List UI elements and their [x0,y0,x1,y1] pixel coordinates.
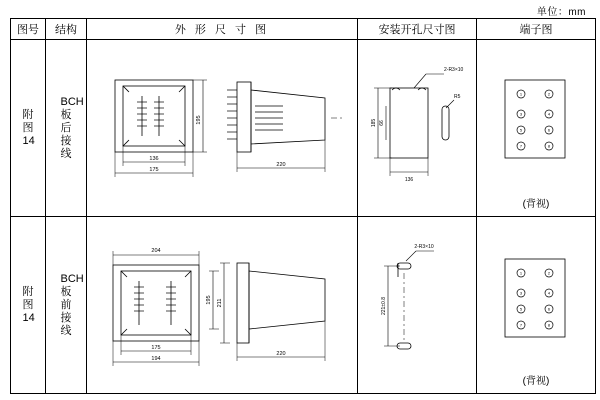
row-2-rear-view-note: (背视) [522,376,550,387]
row-1-mounting-svg [358,40,474,216]
header-cell-structure: 结构 [46,19,87,40]
svg-text:5: 5 [519,127,523,133]
header-row [11,19,596,40]
svg-text:7: 7 [519,322,523,328]
dimension-table [10,18,596,394]
row-1-dim-height-195: 195 [196,115,202,125]
row-1-mounting-drawing [358,40,477,217]
table-body [11,40,596,394]
svg-text:2: 2 [547,270,551,276]
row-2-dim-194: 194 [151,356,161,362]
svg-text:1: 1 [519,91,523,97]
svg-text:5: 5 [519,306,523,312]
header-cell-mounting: 安装开孔尺寸图 [358,19,477,40]
table-row [11,217,596,394]
row-2-terminal-drawing [477,217,596,394]
row-1-figure-no-text: 附图14 [22,108,35,147]
svg-text:4: 4 [547,290,551,296]
row-2-dim-204: 204 [151,248,161,254]
svg-text:8: 8 [547,322,551,328]
row-1-rear-view-note: (背视) [522,199,550,210]
row-1-dim-185: 185 [371,118,377,128]
row-2-figure-no-text: 附图14 [22,285,35,324]
row-2-dim-195: 195 [206,295,212,305]
row-1-terminal-drawing [477,40,596,217]
header-cell-terminal: 端子图 [477,19,596,40]
svg-text:6: 6 [547,306,551,312]
row-1-dim-136: 136 [149,156,159,162]
svg-text:6: 6 [547,127,551,133]
unit-note: 单位：mm [536,7,586,18]
row-1-dim-220: 220 [276,162,286,168]
svg-text:4: 4 [547,111,551,117]
header-cell-outline: 外 形 尺 寸 图 [87,19,358,40]
row-2-mounting-drawing [358,217,477,394]
row-1-outline-svg [87,40,355,216]
svg-text:1: 1 [519,270,523,276]
header-cell-no: 图号 [11,19,46,40]
row-2-figure-no [11,217,46,394]
svg-text:7: 7 [519,143,523,149]
svg-text:3: 3 [519,111,523,117]
row-1-hole-note: 2-R3×10 [444,67,464,73]
row-1-outline-drawing [87,40,358,217]
row-2-outline-drawing [87,217,358,394]
svg-text:3: 3 [519,290,523,296]
row-2-terminal-svg [477,217,593,393]
row-2-dim-211: 211 [217,298,223,308]
row-2-dim-221: 221±0.8 [381,296,387,316]
row-1-structure [46,40,87,217]
row-1-figure-no [11,40,46,217]
row-2-structure-text: BCH板前接线 [60,272,84,337]
row-2-dim-220: 220 [276,351,286,357]
row-2-outline-svg [87,217,355,393]
row-2-structure [46,217,87,394]
row-1-terminal-svg [477,40,593,216]
row-1-dim-136b: 136 [404,177,414,183]
svg-text:8: 8 [547,143,551,149]
svg-text:2: 2 [547,91,551,97]
row-1-radius-note: R5 [454,94,461,100]
row-1-dim-66: 66 [379,120,385,126]
row-2-dim-175: 175 [151,345,161,351]
row-2-hole-note: 2-R3×10 [414,244,434,250]
row-2-mounting-svg [358,217,474,393]
row-1-structure-text: BCH板后接线 [60,95,84,160]
table-row [11,40,596,217]
table-header [11,19,596,40]
row-1-dim-175: 175 [149,167,159,173]
